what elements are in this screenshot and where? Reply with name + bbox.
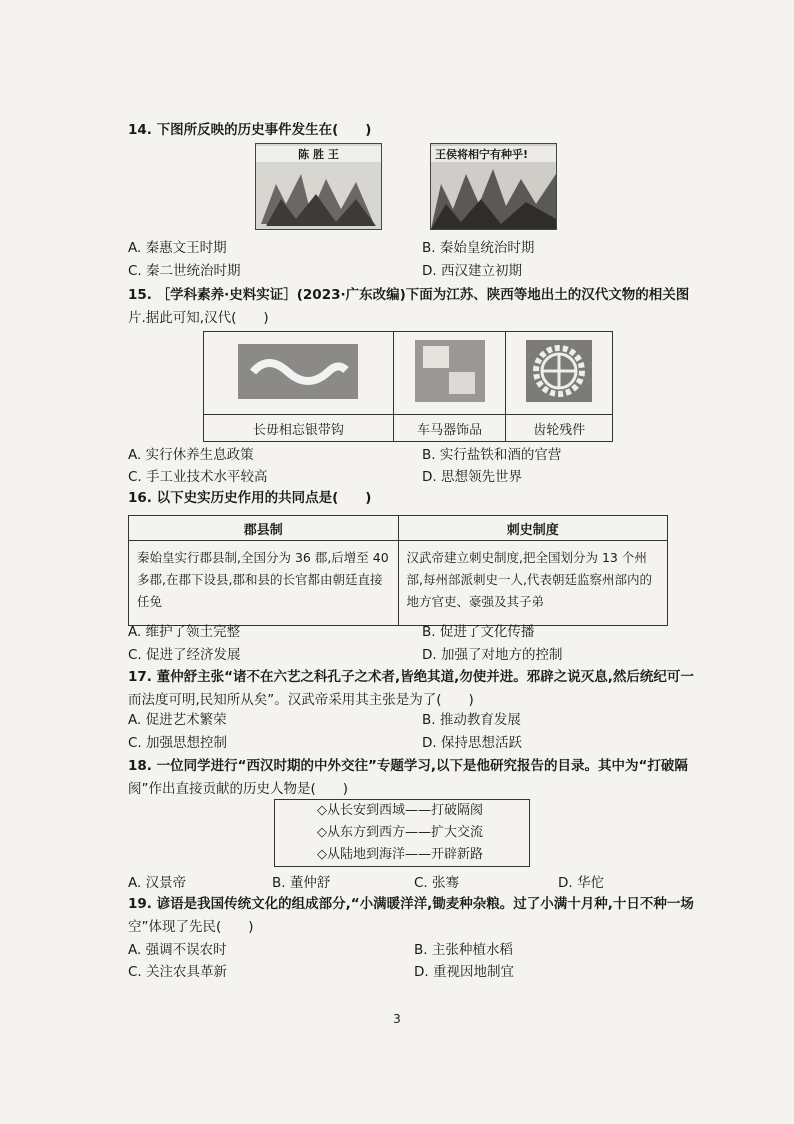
q19-option-a[interactable]: A. 强调不误农时 — [128, 942, 227, 958]
q17-option-b[interactable]: B. 推动教育发展 — [422, 712, 521, 728]
report-catalog-box — [274, 799, 530, 867]
question-17-stem: 17. 董仲舒主张“诸不在六艺之科孔子之术者,皆绝其道,勿使并进。邪辟之说灭息,然后统纪可一 而法度可明,民知所从矣”。汉武帝采用其主张是为了( ) — [128, 669, 694, 708]
image-1-caption: 陈 胜 王 — [256, 146, 381, 162]
q19-option-c[interactable]: C. 关注农具革新 — [128, 964, 228, 980]
chariot-ornament-illustration — [415, 340, 485, 402]
artifact-gear-image — [506, 332, 613, 415]
q18-option-b[interactable]: B. 董仲舒 — [272, 875, 331, 891]
q16-option-d[interactable]: D. 加强了对地方的控制 — [422, 647, 563, 663]
q17-option-c[interactable]: C. 加强思想控制 — [128, 735, 228, 751]
q15-option-b[interactable]: B. 实行盐铁和酒的官营 — [422, 447, 562, 463]
artifact-chariot-ornament-image — [393, 332, 506, 415]
question-16-stem: 16. 以下史实历史作用的共同点是( ) — [128, 490, 372, 506]
catalog-item-3: ◇从陆地到海洋——开辟新路 — [317, 847, 483, 862]
q18-option-a[interactable]: A. 汉景帝 — [128, 875, 187, 891]
q16-option-a[interactable]: A. 维护了领土完整 — [128, 624, 241, 640]
systems-table — [128, 515, 668, 626]
header-inspector-system: 刺史制度 — [398, 516, 668, 541]
question-14-stem: 14. 下图所反映的历史事件发生在( ) — [128, 122, 372, 138]
cell-inspector-system: 汉武帝建立刺史制度,把全国划分为 13 个州部,每州部派刺史一人,代表朝廷监察州部内的地方官吏、豪强及其子弟 — [398, 541, 668, 626]
question-15-stem: 15. ［学科素养·史料实证］(2023·广东改编)下面为江苏、陕西等地出土的汉代文物的相关图 片.据此可知,汉代( ) — [128, 287, 690, 326]
q19-option-b[interactable]: B. 主张种植水稻 — [414, 942, 513, 958]
belt-hook-illustration — [238, 344, 358, 399]
q15-option-a[interactable]: A. 实行休养生息政策 — [128, 447, 254, 463]
q15-option-d[interactable]: D. 思想领先世界 — [422, 469, 522, 485]
image-2-caption: 王侯将相宁有种乎! — [431, 146, 556, 162]
gear-illustration — [526, 340, 592, 402]
q14-option-d[interactable]: D. 西汉建立初期 — [422, 263, 522, 279]
catalog-item-1: ◇从长安到西域——打破隔阂 — [317, 803, 483, 818]
q16-option-c[interactable]: C. 促进了经济发展 — [128, 647, 241, 663]
artifact-caption-2: 车马器饰品 — [393, 415, 506, 442]
q15-option-c[interactable]: C. 手工业技术水平较高 — [128, 469, 268, 485]
uprising-image-1 — [255, 143, 382, 230]
header-commandery-county: 郡县制 — [129, 516, 399, 541]
catalog-item-2: ◇从东方到西方——扩大交流 — [317, 825, 483, 840]
uprising-image-2 — [430, 143, 557, 230]
question-19-stem: 19. 谚语是我国传统文化的组成部分,“小满暖洋洋,锄麦种杂粮。过了小满十月种,十日不种一场 空”体现了先民( ) — [128, 896, 694, 935]
q17-option-a[interactable]: A. 促进艺术繁荣 — [128, 712, 227, 728]
q18-option-d[interactable]: D. 华佗 — [558, 875, 604, 891]
page-number: 3 — [393, 1012, 401, 1026]
question-18-stem: 18. 一位同学进行“西汉时期的中外交往”专题学习,以下是他研究报告的目录。其中为“打破隔 阂”作出直接贡献的历史人物是( ) — [128, 758, 688, 797]
q16-option-b[interactable]: B. 促进了文化传播 — [422, 624, 535, 640]
q14-option-a[interactable]: A. 秦惠文王时期 — [128, 240, 227, 256]
q14-option-c[interactable]: C. 秦二世统治时期 — [128, 263, 241, 279]
q14-option-b[interactable]: B. 秦始皇统治时期 — [422, 240, 535, 256]
q18-option-c[interactable]: C. 张骞 — [414, 875, 460, 891]
q19-option-d[interactable]: D. 重视因地制宜 — [414, 964, 514, 980]
artifact-caption-1: 长毋相忘银带钩 — [204, 415, 394, 442]
artifact-belt-hook-image — [204, 332, 394, 415]
artifact-caption-3: 齿轮残件 — [506, 415, 613, 442]
cell-commandery-county: 秦始皇实行郡县制,全国分为 36 郡,后增至 40 多郡,在郡下设县,郡和县的长官都由朝廷直接任免 — [129, 541, 399, 626]
artifact-table — [203, 331, 613, 442]
q17-option-d[interactable]: D. 保持思想活跃 — [422, 735, 522, 751]
